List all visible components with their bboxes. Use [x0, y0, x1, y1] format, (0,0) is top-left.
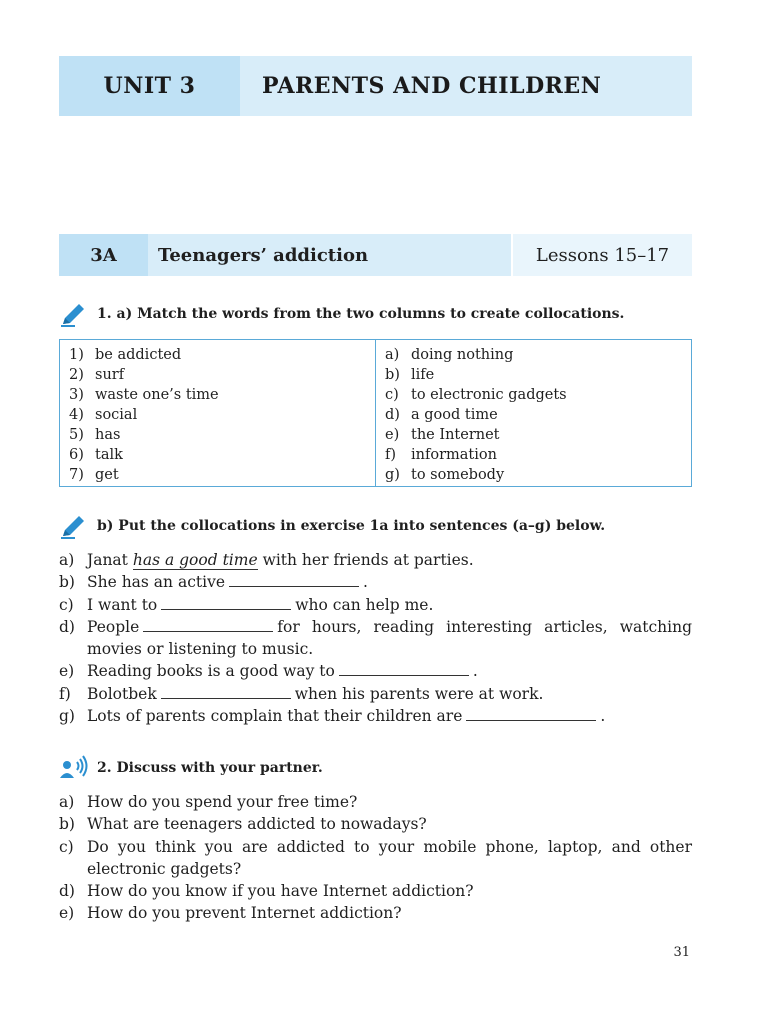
item-text: doing nothing [411, 347, 514, 363]
right-item [385, 345, 691, 365]
item-label: c) [385, 387, 399, 403]
item-label: g) [385, 467, 400, 483]
page-number: 31 [673, 945, 690, 960]
left-item [69, 405, 375, 425]
sentence-text [87, 594, 692, 616]
right-item [385, 445, 691, 465]
sentence-item [59, 571, 692, 593]
exercise-1a-instruction: a) Match the words from the two columns to create collocations. [116, 306, 625, 322]
question-label: c) [59, 837, 74, 856]
exercise-1b-instruction: b) Put the collocations in exercise 1a into sentences (a–g) below. [97, 518, 606, 534]
sentence-item [59, 616, 692, 661]
sentence-text [87, 660, 692, 682]
sentence-item [59, 594, 692, 616]
question-item [59, 791, 692, 813]
question-list [59, 791, 692, 925]
sentence-after: for hours, reading interesting articles, watching movies or listening to music. [87, 617, 692, 659]
item-label: 4) [69, 407, 84, 423]
sentence-item [59, 660, 692, 682]
answer-blank [466, 705, 596, 721]
item-label: 6) [69, 447, 84, 463]
item-label: 7) [69, 467, 84, 483]
right-item [385, 365, 691, 385]
question-item [59, 880, 692, 902]
answer-blank [161, 594, 291, 610]
sentence-before: Bolotbek [87, 684, 157, 703]
pencil-icon [59, 300, 89, 328]
lesson-range: Lessons 15–17 [513, 234, 692, 276]
answer-blank [143, 616, 273, 632]
unit-title-box [240, 56, 692, 116]
left-item [69, 385, 375, 405]
left-column [60, 340, 375, 486]
exercise-1b-heading [59, 512, 605, 540]
sentence-item [59, 683, 692, 705]
sentence-after: with her friends at parties. [262, 551, 474, 569]
sentence-after: . [363, 573, 368, 592]
question-text: How do you spend your free time? [87, 793, 358, 811]
exercise-2-instruction: Discuss with your partner. [116, 760, 323, 776]
right-item [385, 425, 691, 445]
exercise-1a-number: 1. [97, 306, 112, 322]
question-text: How do you prevent Internet addiction? [87, 904, 402, 923]
sentence-label: g) [59, 707, 75, 726]
question-label: a) [59, 793, 75, 811]
sentence-label: b) [59, 573, 75, 592]
answer-blank [339, 660, 469, 676]
sentence-before: She has an active [87, 573, 225, 592]
question-label: e) [59, 904, 75, 923]
sentence-after: who can help me. [295, 595, 434, 614]
item-label: 1) [69, 347, 84, 363]
left-item [69, 365, 375, 385]
example-answer: has a good time [132, 551, 258, 569]
exercise-2-heading [59, 754, 323, 782]
sentence-item [59, 705, 692, 727]
lesson-code: 3A [59, 234, 148, 276]
item-text: to somebody [411, 467, 505, 483]
sentence-after: . [600, 707, 606, 726]
exercise-1a-heading [59, 300, 624, 328]
sentence-item [59, 549, 692, 571]
item-label: d) [385, 407, 400, 423]
item-text: has [95, 427, 121, 443]
answer-blank [229, 571, 359, 587]
sentence-label: e) [59, 662, 75, 681]
sentence-text [87, 683, 692, 705]
item-text: surf [95, 367, 125, 383]
item-label: e) [385, 427, 400, 443]
unit-number-box [59, 56, 240, 116]
sentence-list [59, 549, 692, 727]
unit-number: UNIT 3 [103, 73, 196, 99]
question-text: How do you know if you have Internet addiction? [87, 882, 474, 901]
sentence-before: Janat [87, 551, 128, 569]
sentence-label: d) [59, 617, 75, 636]
item-text: a good time [411, 407, 498, 423]
lesson-bar [59, 234, 692, 276]
sentence-after: when his parents were at work. [294, 684, 544, 703]
speaking-icon [59, 754, 89, 782]
sentence-text [87, 705, 692, 727]
left-item [69, 345, 375, 365]
item-label: 2) [69, 367, 84, 383]
left-item [69, 425, 375, 445]
item-text: waste one’s time [95, 387, 219, 403]
right-item [385, 385, 691, 405]
item-text: to electronic gadgets [411, 387, 567, 403]
item-label: 5) [69, 427, 84, 443]
sentence-label: c) [59, 595, 74, 614]
item-label: b) [385, 367, 400, 383]
exercise-2-number: 2. [97, 760, 112, 776]
question-text: What are teenagers addicted to nowadays? [87, 815, 427, 834]
item-text: life [411, 367, 435, 383]
sentence-before: Lots of parents complain that their children are [87, 707, 463, 726]
item-text: social [95, 407, 138, 423]
collocation-table [59, 339, 692, 487]
sentence-text [87, 549, 692, 571]
sentence-text [87, 616, 692, 661]
item-label: a) [385, 347, 400, 363]
item-text: the Internet [411, 427, 500, 443]
sentence-after: . [472, 662, 478, 681]
sentence-before: People [87, 617, 140, 636]
question-item [59, 902, 692, 924]
question-item [59, 836, 692, 881]
answer-blank [161, 683, 291, 699]
right-item [385, 465, 691, 485]
question-label: b) [59, 815, 75, 834]
item-text: information [411, 447, 497, 463]
sentence-label: a) [59, 551, 75, 569]
item-text: talk [95, 447, 123, 463]
question-label: d) [59, 882, 75, 901]
sentence-before: Reading books is a good way to [87, 662, 335, 681]
item-label: f) [385, 447, 397, 463]
lesson-topic: Teenagers’ addiction [148, 234, 511, 276]
item-text: get [95, 467, 119, 483]
question-item [59, 813, 692, 835]
unit-title: PARENTS AND CHILDREN [262, 73, 602, 99]
question-text: Do you think you are addicted to your mobile phone, laptop, and other electronic gadgets? [87, 837, 692, 878]
sentence-text [87, 571, 692, 593]
right-item [385, 405, 691, 425]
item-text: be addicted [95, 347, 182, 363]
left-item [69, 445, 375, 465]
sentence-label: f) [59, 684, 71, 703]
pencil-icon [59, 512, 89, 540]
item-label: 3) [69, 387, 84, 403]
unit-banner [59, 56, 692, 116]
left-item [69, 465, 375, 485]
right-column [375, 340, 691, 486]
sentence-before: I want to [87, 595, 158, 614]
